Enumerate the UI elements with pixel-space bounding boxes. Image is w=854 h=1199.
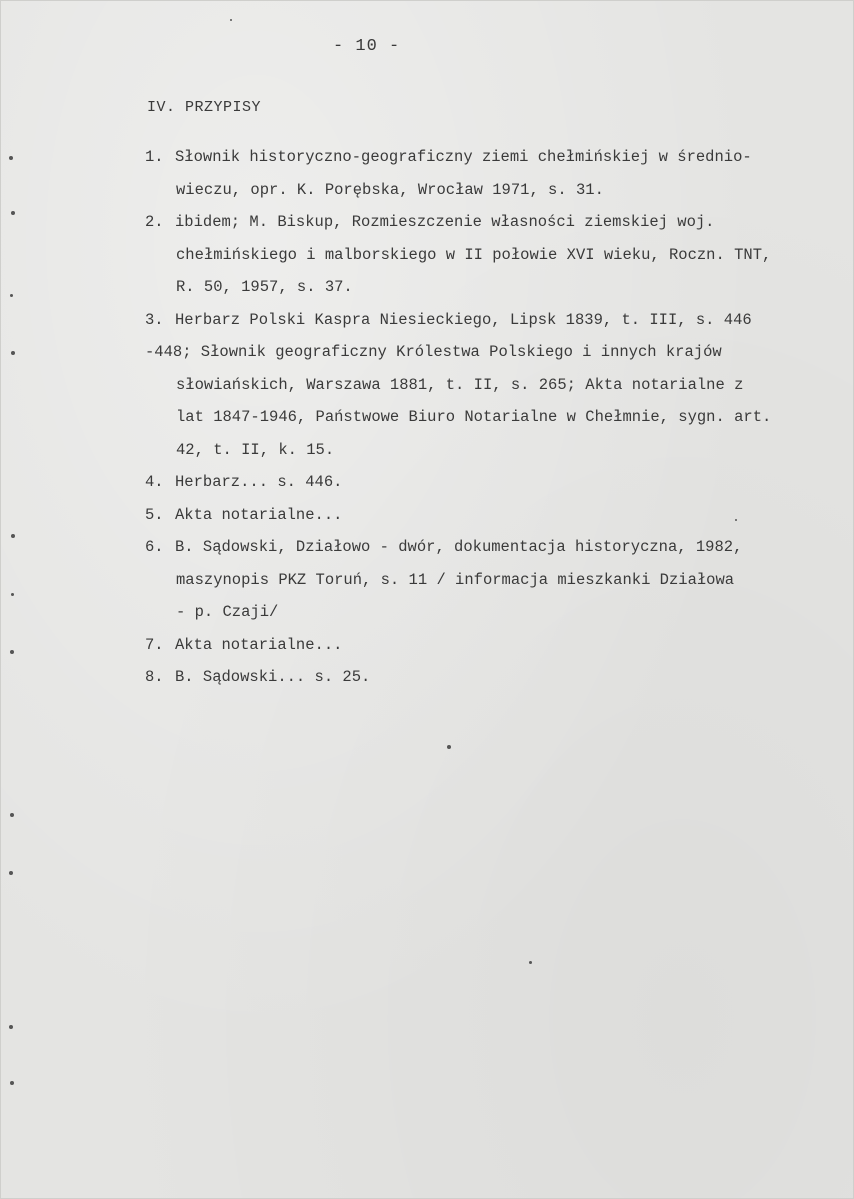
footnote-3 [145,304,851,467]
footnote-line: 42, t. II, k. 15. [176,440,335,459]
scan-speck [529,961,532,964]
footnote-1 [145,141,851,206]
footnote-line: ibidem; M. Biskup, Rozmieszczenie własności ziemskiej woj. [175,213,715,231]
scan-speck [11,534,15,538]
footnote-line: Słownik historyczno-geograficzny ziemi chełmińskiej w średnio- [175,148,752,166]
footnote-line: Herbarz Polski Kaspra Niesieckiego, Lipsk 1839, t. III, s. 446 [175,310,752,329]
footnote-line: B. Sądowski, Działowo - dwór, dokumentacja historyczna, 1982, [175,538,743,556]
footnote-number: 2. [145,213,164,231]
footnote-number: 5. [145,505,164,524]
footnote-line: maszynopis PKZ Toruń, s. 11 / informacja mieszkanki Działowa [176,570,735,589]
scan-speck [9,871,13,875]
footnote-number: 1. [145,148,164,166]
scan-speck [10,650,14,654]
footnote-line: chełmińskiego i malborskiego w II połowie XVI wieku, Roczn. TNT, [176,245,772,264]
footnote-line: - p. Czaji/ [176,603,279,621]
footnote-number: 3. [145,310,164,329]
footnote-line: Akta notarialne... [175,505,343,524]
footnotes-list [145,141,851,694]
footnote-line: lat 1847-1946, Państwowe Biuro Notarialne w Chełmnie, sygn. art. [176,408,772,426]
footnote-line: słowiańskich, Warszawa 1881, t. II, s. 265; Akta notarialne z [176,375,744,394]
scan-speck [447,745,451,749]
scan-speck [10,1081,14,1085]
scan-speck [735,519,737,521]
scan-speck [230,19,232,21]
section-title: IV. PRZYPISY [147,99,262,116]
scan-speck [11,351,15,355]
footnote-number: 4. [145,473,164,491]
scan-speck [10,294,13,297]
footnote-5 [145,499,851,532]
footnote-number: 6. [145,538,164,556]
footnote-number: 7. [145,635,164,654]
scan-speck [11,593,14,596]
footnote-line: wieczu, opr. K. Porębska, Wrocław 1971, s. 31. [176,180,604,199]
footnote-line: B. Sądowski... s. 25. [175,668,371,686]
footnote-6 [145,531,851,629]
footnote-4 [145,466,851,499]
footnote-7 [145,629,851,662]
scan-speck [9,1025,13,1029]
footnote-line: Herbarz... s. 446. [175,473,343,491]
footnote-line: -448; Słownik geograficzny Królestwa Polskiego i innych krajów [145,343,722,361]
scan-speck [11,211,15,215]
footnote-2 [145,206,851,304]
footnote-number: 8. [145,668,164,686]
footnote-line: Akta notarialne... [175,635,343,654]
footnote-8 [145,661,851,694]
scan-speck [9,156,13,160]
page-number: - 10 - [333,37,401,56]
footnote-line: R. 50, 1957, s. 37. [176,278,353,296]
scan-speck [10,813,14,817]
